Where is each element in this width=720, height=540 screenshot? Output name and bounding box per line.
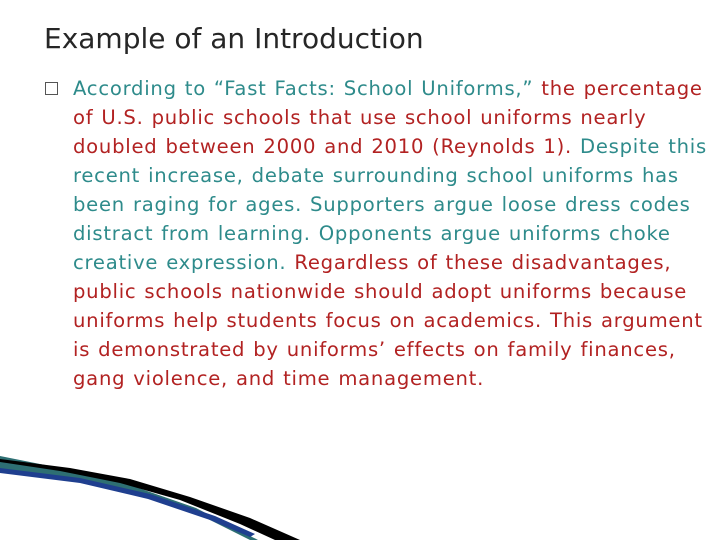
slide-title: Example of an Introduction (44, 22, 424, 55)
text-segment-1: According to “Fast Facts: School Uniforms,” (73, 77, 542, 100)
text-segment-2: the percentage of U.S. public schools that use school uniforms nearly doubled between 2000 and 2010 (Reynolds 1). (73, 77, 703, 158)
text-segment-6: Regardless of these disadvantages, public schools nationwide should adopt uniforms because uniforms help students focus on academics. (73, 251, 688, 332)
text-segment-7: This argument is demonstrated by uniforms’ effects on family finances, gang violence, and time management. (73, 309, 703, 390)
text-segment-5: Opponents argue uniforms choke creative expression. (73, 222, 671, 274)
text-segment-4: Supporters argue loose dress codes distract from learning. (73, 193, 691, 245)
decorative-swoosh (0, 456, 300, 540)
text-segment-3: Despite this recent increase, debate surrounding school uniforms has been raging for ages. (73, 135, 707, 216)
